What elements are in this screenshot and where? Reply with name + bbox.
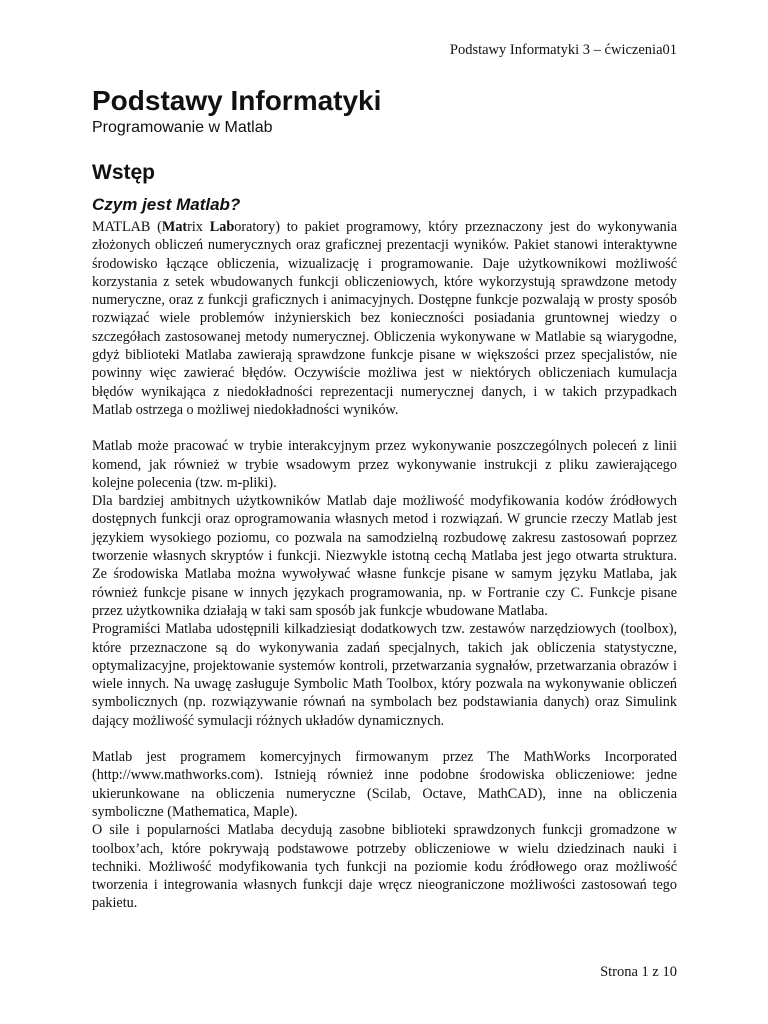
paragraph-toolboxes: Programiści Matlaba udostępnili kilkadziesiąt dodatkowych tzw. zestawów narzędziowych (toolbox), które przeznaczone są do wykonywania zadań specjalnych, takich jak obliczenia statystyczne, optymalizacyjne, projektowanie systemów kontroli, przetwarzania sygnałów, przetwarzania obrazów i wiele innych. Na uwagę zasługuje Symbolic Math Toolbox, który pozwala na wykonywanie obliczeń symbolicznych (np. rozwiązywanie równań na symbolach bez podstawiania danych) oraz Simulink dający możliwość symulacji różnych układów dynamicznych.: [92, 621, 677, 729]
paragraph-commercial: Matlab jest programem komercyjnych firmowanym przez The MathWorks Incorporated (http://www.mathworks.com). Istnieją również inne podobne środowiska obliczeniowe: jedne ukierunkowane na obliczenia numeryczne (Scilab, Octave, MathCAD), inne na obliczenia symboliczne (Mathematica, Maple).: [92, 749, 677, 820]
paragraph-intro-rix: rix: [187, 219, 210, 235]
document-title: Podstawy Informatyki: [92, 85, 382, 116]
matlab-acronym-ma: Mat: [161, 219, 188, 235]
paragraph-intro: [92, 218, 677, 419]
paragraph-intro-lead: MATLAB (: [92, 219, 162, 235]
paragraph-gap: [92, 730, 677, 748]
page-number: Strona 1 z 10: [600, 964, 677, 980]
subsection-title: Czym jest Matlab?: [92, 195, 241, 214]
paragraph-gap: [92, 419, 677, 437]
paragraph-advanced-users: Dla bardziej ambitnych użytkowników Matlab daje możliwość modyfikowania kodów źródłowych dostępnych funkcji oraz oprogramowania własnych metod i rozwiązań. W gruncie rzeczy Matlab jest językiem wysokiego poziomu, co pozwala na samodzielną rozbudowę zakresu zastosowań poprzez tworzenie własnych skryptów i funkcji. Niezwykle istotną cechą Matlaba jest jego otwarta struktura. Ze środowiska Matlaba można wywoływać własne funkcje pisane w samym języku Matlaba, jak również funkcje pisane w innych językach programowania, np. w Fortranie czy C. Funkcje pisane przez użytkownika działają w taki sam sposób jak funkcje wbudowane Matlaba.: [92, 493, 677, 619]
matlab-acronym-lab: Lab: [209, 219, 235, 235]
running-header: Podstawy Informatyki 3 – ćwiczenia01: [449, 42, 677, 58]
document-body: [92, 84, 677, 913]
document-subtitle: Programowanie w Matlab: [92, 119, 273, 136]
paragraph-modes: Matlab może pracować w trybie interakcyjnym przez wykonywanie poszczególnych poleceń z linii komend, jak również w trybie wsadowym przez wykonywanie instrukcji z pliku zawierającego kolejne polecenia (tzw. m-pliki).: [92, 438, 677, 491]
paragraph-popularity: O sile i popularności Matlaba decydują zasobne biblioteki sprawdzonych funkcji gromadzone w toolbox’ach, które pokrywają podstawowe potrzeby obliczeniowe w wielu dziedzinach nauki i techniki. Możliwość modyfikowania tych funkcji na poziomie kodu źródłowego oraz możliwość tworzenia i integrowania własnych funkcji daje wręcz nieograniczone możliwości zastosowań tego pakietu.: [92, 822, 677, 912]
section-title: Wstęp: [92, 161, 155, 184]
paragraph-intro-rest: oratory) to pakiet programowy, który przeznaczony jest do wykonywania złożonych obliczeń numerycznych oraz graficznej prezentacji wyników. Pakiet stanowi interaktywne środowisko łączące obliczenia, wizualizację i programowanie. Daje użytkownikowi możliwość korzystania z setek wbudowanych funkcji obliczeniowych, które wykorzystują sprawdzone metody numeryczne, oraz z funkcji graficznych i animacyjnych. Dostępne funkcje pozwalają w prosty sposób rozwiązać wiele problemów inżynierskich bez konieczności posiadania gruntownej wiedzy o szczegółach zastosowanej metody numerycznej. Obliczenia wykonywane w Matlabie są wiarygodne, gdyż biblioteki Matlaba zawierają sprawdzone funkcje pisane w większości przez specjalistów, nie powinny więc zawierać błędów. Oczywiście możliwa jest w niektórych obliczeniach kumulacja błędów wynikająca z niedokładności reprezentacji numerycznej danych, i w takich przypadkach Matlab ostrzega o możliwej niedokładności wyników.: [92, 219, 677, 418]
